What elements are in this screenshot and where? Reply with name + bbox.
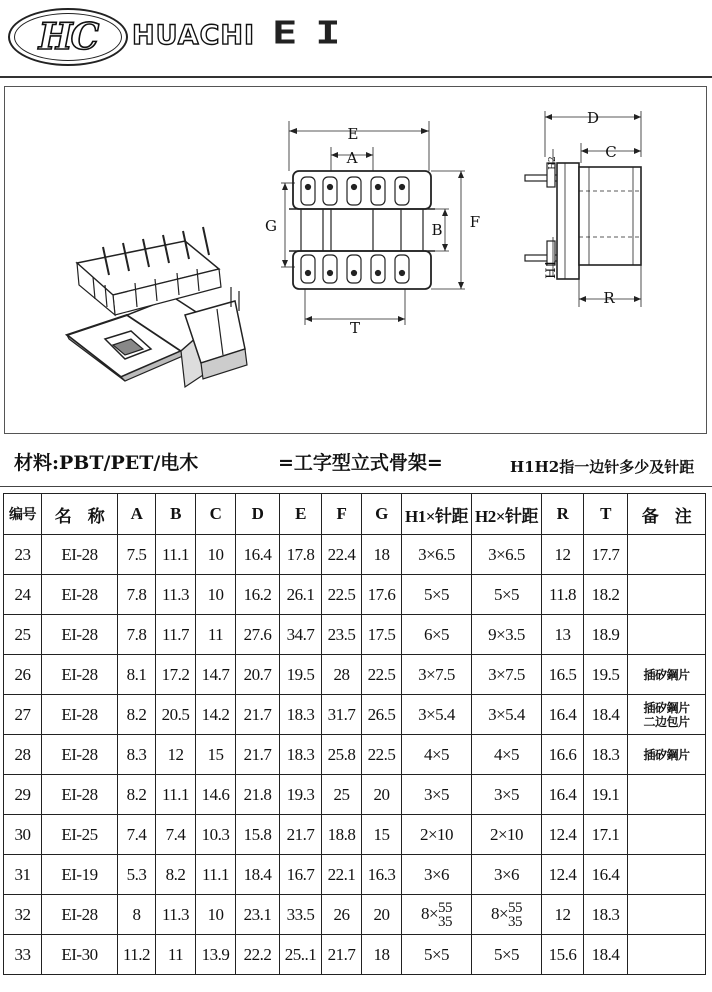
- cell-d: 27.6: [236, 615, 280, 655]
- drawing-frame: [4, 86, 707, 434]
- dim-label-f: F: [469, 213, 481, 231]
- cell-g: 22.5: [362, 735, 402, 775]
- cell-e: 21.7: [280, 815, 322, 855]
- cell-r: 12.4: [542, 815, 584, 855]
- cell-f: 23.5: [322, 615, 362, 655]
- cell-t: 17.7: [584, 535, 628, 575]
- cell-note: [628, 615, 706, 655]
- cell-name: EI-28: [42, 575, 118, 615]
- cell-d: 21.8: [236, 775, 280, 815]
- cell-t: 18.3: [584, 895, 628, 935]
- table-row: [4, 815, 706, 855]
- table-row: [4, 855, 706, 895]
- column-header: 编号: [4, 494, 42, 535]
- dim-label-a: A: [346, 149, 358, 167]
- cell-e: 19.3: [280, 775, 322, 815]
- cell-no: 30: [4, 815, 42, 855]
- column-header: H2×针距: [472, 494, 542, 535]
- cell-f: 22.1: [322, 855, 362, 895]
- cell-e: 18.3: [280, 735, 322, 775]
- cell-name: EI-28: [42, 535, 118, 575]
- cell-a: 8: [118, 895, 156, 935]
- column-header: T: [584, 494, 628, 535]
- cell-d: 18.4: [236, 855, 280, 895]
- cell-h1: 5×5: [402, 575, 472, 615]
- cell-h2: 3×5.4: [472, 695, 542, 735]
- cell-g: 15: [362, 815, 402, 855]
- cell-f: 25: [322, 775, 362, 815]
- cell-c: 14.6: [196, 775, 236, 815]
- cell-d: 21.7: [236, 695, 280, 735]
- cell-f: 28: [322, 655, 362, 695]
- cell-b: 7.4: [156, 815, 196, 855]
- cell-t: 18.2: [584, 575, 628, 615]
- cell-note: [628, 575, 706, 615]
- cell-no: 27: [4, 695, 42, 735]
- dim-label-h2: H2: [548, 156, 558, 170]
- cell-b: 11.3: [156, 575, 196, 615]
- cell-h2: [472, 895, 542, 935]
- cell-h2: 5×5: [472, 575, 542, 615]
- cell-b: 11: [156, 935, 196, 975]
- column-header: R: [542, 494, 584, 535]
- cell-d: 22.2: [236, 935, 280, 975]
- cell-c: 11: [196, 615, 236, 655]
- cell-h1: 3×5.4: [402, 695, 472, 735]
- cell-a: 5.3: [118, 855, 156, 895]
- cell-note: 插矽鋼片: [628, 735, 706, 775]
- column-header: D: [236, 494, 280, 535]
- cell-b: 11.7: [156, 615, 196, 655]
- cell-no: 25: [4, 615, 42, 655]
- cell-note: [628, 855, 706, 895]
- cell-c: 10: [196, 575, 236, 615]
- cell-e: 16.7: [280, 855, 322, 895]
- cell-c: 10: [196, 895, 236, 935]
- cell-a: 8.2: [118, 775, 156, 815]
- model-title: EI: [272, 14, 359, 51]
- cell-f: 25.8: [322, 735, 362, 775]
- fraction-bottom: 35: [508, 913, 523, 930]
- dim-label-e: E: [347, 125, 359, 143]
- front-view: [265, 121, 480, 337]
- column-header: 备 注: [628, 494, 706, 535]
- column-header: H1×针距: [402, 494, 472, 535]
- dim-label-g: G: [265, 217, 277, 235]
- cell-e: 33.5: [280, 895, 322, 935]
- cell-g: 16.3: [362, 855, 402, 895]
- cell-name: EI-28: [42, 775, 118, 815]
- table-row: [4, 575, 706, 615]
- cell-e: 34.7: [280, 615, 322, 655]
- cell-e: 25..1: [280, 935, 322, 975]
- cell-r: 16.5: [542, 655, 584, 695]
- cell-f: 26: [322, 895, 362, 935]
- cell-b: 20.5: [156, 695, 196, 735]
- cell-a: 7.8: [118, 575, 156, 615]
- column-header: C: [196, 494, 236, 535]
- cell-r: 11.8: [542, 575, 584, 615]
- cell-note: [628, 775, 706, 815]
- table-row: [4, 895, 706, 935]
- cell-h2: 4×5: [472, 735, 542, 775]
- cell-r: 16.6: [542, 735, 584, 775]
- cell-name: EI-28: [42, 655, 118, 695]
- cell-no: 24: [4, 575, 42, 615]
- cell-note: [628, 815, 706, 855]
- cell-h2: 9×3.5: [472, 615, 542, 655]
- fraction-bottom: 35: [438, 913, 453, 930]
- fraction-top: 55: [438, 899, 453, 916]
- cell-f: 22.5: [322, 575, 362, 615]
- cell-r: 12: [542, 895, 584, 935]
- cell-no: 28: [4, 735, 42, 775]
- cell-r: 13: [542, 615, 584, 655]
- cell-b: 11.1: [156, 535, 196, 575]
- cell-h1-count: 8×: [420, 903, 439, 923]
- cell-h2: 5×5: [472, 935, 542, 975]
- cell-t: 19.5: [584, 655, 628, 695]
- cell-d: 23.1: [236, 895, 280, 935]
- cell-g: 20: [362, 895, 402, 935]
- cell-h2: 3×6.5: [472, 535, 542, 575]
- cell-f: 22.4: [322, 535, 362, 575]
- cell-h1: 6×5: [402, 615, 472, 655]
- column-header: 名 称: [42, 494, 118, 535]
- cell-f: 18.8: [322, 815, 362, 855]
- cell-b: 17.2: [156, 655, 196, 695]
- cell-d: 20.7: [236, 655, 280, 695]
- isometric-view: [67, 227, 247, 387]
- cell-note: [628, 895, 706, 935]
- cell-h1: 2×10: [402, 815, 472, 855]
- cell-h1: 5×5: [402, 935, 472, 975]
- cell-b: 12: [156, 735, 196, 775]
- cell-name: EI-30: [42, 935, 118, 975]
- cell-note: [628, 535, 706, 575]
- cell-e: 17.8: [280, 535, 322, 575]
- cell-a: 8.3: [118, 735, 156, 775]
- cell-c: 15: [196, 735, 236, 775]
- column-header: B: [156, 494, 196, 535]
- cell-a: 7.5: [118, 535, 156, 575]
- dim-label-d: D: [586, 109, 600, 127]
- table-row: [4, 735, 706, 775]
- cell-d: 16.4: [236, 535, 280, 575]
- cell-t: 18.3: [584, 735, 628, 775]
- cell-h2-fraction: [508, 901, 522, 929]
- cell-name: EI-25: [42, 815, 118, 855]
- cell-r: 12: [542, 535, 584, 575]
- cell-a: 8.2: [118, 695, 156, 735]
- cell-a: 7.8: [118, 615, 156, 655]
- cell-note: [628, 935, 706, 975]
- type-caption: =工字型立式骨架=: [278, 452, 443, 474]
- cell-h2: 3×6: [472, 855, 542, 895]
- cell-h1: 3×7.5: [402, 655, 472, 695]
- cell-t: 18.4: [584, 695, 628, 735]
- cell-e: 19.5: [280, 655, 322, 695]
- dim-label-c: C: [605, 143, 617, 161]
- cell-r: 12.4: [542, 855, 584, 895]
- cell-h2: 3×7.5: [472, 655, 542, 695]
- fraction-top: 55: [508, 899, 523, 916]
- cell-f: 21.7: [322, 935, 362, 975]
- cell-no: 31: [4, 855, 42, 895]
- cell-t: 16.4: [584, 855, 628, 895]
- cell-d: 15.8: [236, 815, 280, 855]
- cell-g: 26.5: [362, 695, 402, 735]
- material-caption: 材料:PBT/PET/电木: [14, 452, 199, 474]
- side-view: [525, 109, 641, 307]
- cell-h1: 3×6.5: [402, 535, 472, 575]
- cell-c: 13.9: [196, 935, 236, 975]
- table-row: [4, 935, 706, 975]
- note-line: 二边包片: [643, 714, 690, 729]
- cell-r: 16.4: [542, 775, 584, 815]
- cell-g: 20: [362, 775, 402, 815]
- cell-h1: 3×6: [402, 855, 472, 895]
- cell-b: 11.3: [156, 895, 196, 935]
- spec-table: [3, 493, 706, 975]
- cell-note: 插矽鋼片: [628, 655, 706, 695]
- column-header: F: [322, 494, 362, 535]
- cell-t: 18.4: [584, 935, 628, 975]
- cell-d: 21.7: [236, 735, 280, 775]
- cell-name: EI-19: [42, 855, 118, 895]
- table-body: [4, 535, 706, 975]
- cell-g: 17.6: [362, 575, 402, 615]
- caption-line: [10, 448, 710, 478]
- cell-g: 22.5: [362, 655, 402, 695]
- cell-r: 16.4: [542, 695, 584, 735]
- cell-h2-count: 8×: [490, 903, 509, 923]
- cell-g: 18: [362, 935, 402, 975]
- pin-note-caption: H1H2指一边针多少及针距: [510, 458, 695, 476]
- cell-a: 7.4: [118, 815, 156, 855]
- cell-name: EI-28: [42, 735, 118, 775]
- cell-c: 10.3: [196, 815, 236, 855]
- dim-label-b: B: [431, 221, 443, 239]
- cell-f: 31.7: [322, 695, 362, 735]
- cell-b: 11.1: [156, 775, 196, 815]
- cell-c: 10: [196, 535, 236, 575]
- cell-a: 8.1: [118, 655, 156, 695]
- hc-logo: [8, 8, 128, 66]
- column-header: A: [118, 494, 156, 535]
- header-divider: [0, 76, 712, 78]
- cell-c: 14.2: [196, 695, 236, 735]
- dim-label-t: T: [349, 319, 361, 337]
- cell-name: EI-28: [42, 695, 118, 735]
- cell-h2: 2×10: [472, 815, 542, 855]
- cell-name: EI-28: [42, 615, 118, 655]
- logo-text: HC: [38, 16, 98, 58]
- cell-t: 19.1: [584, 775, 628, 815]
- cell-no: 32: [4, 895, 42, 935]
- table-row: [4, 655, 706, 695]
- column-header: G: [362, 494, 402, 535]
- cell-e: 26.1: [280, 575, 322, 615]
- column-header: E: [280, 494, 322, 535]
- cell-b: 8.2: [156, 855, 196, 895]
- cell-r: 15.6: [542, 935, 584, 975]
- cell-note: [628, 695, 706, 735]
- dim-label-r: R: [603, 289, 615, 307]
- brand-name: HUACHI: [132, 20, 256, 51]
- dim-label-h1: H1: [544, 259, 559, 279]
- cell-h1-fraction: [438, 901, 452, 929]
- cell-g: 18: [362, 535, 402, 575]
- cell-c: 14.7: [196, 655, 236, 695]
- cell-h1: [402, 895, 472, 935]
- cell-no: 29: [4, 775, 42, 815]
- cell-a: 11.2: [118, 935, 156, 975]
- cell-t: 18.9: [584, 615, 628, 655]
- table-row: [4, 775, 706, 815]
- cell-no: 33: [4, 935, 42, 975]
- bobbin-drawing: [5, 87, 706, 433]
- cell-h1: 4×5: [402, 735, 472, 775]
- table-header-row: [4, 494, 706, 535]
- cell-name: EI-28: [42, 895, 118, 935]
- cell-g: 17.5: [362, 615, 402, 655]
- cell-c: 11.1: [196, 855, 236, 895]
- caption-divider: [0, 486, 712, 487]
- table-row: [4, 615, 706, 655]
- cell-no: 26: [4, 655, 42, 695]
- cell-h2: 3×5: [472, 775, 542, 815]
- note-line: 插矽鋼片: [643, 700, 690, 715]
- header: [0, 0, 712, 78]
- table-row: [4, 695, 706, 735]
- cell-e: 18.3: [280, 695, 322, 735]
- cell-no: 23: [4, 535, 42, 575]
- cell-t: 17.1: [584, 815, 628, 855]
- cell-h1: 3×5: [402, 775, 472, 815]
- table-row: [4, 535, 706, 575]
- cell-d: 16.2: [236, 575, 280, 615]
